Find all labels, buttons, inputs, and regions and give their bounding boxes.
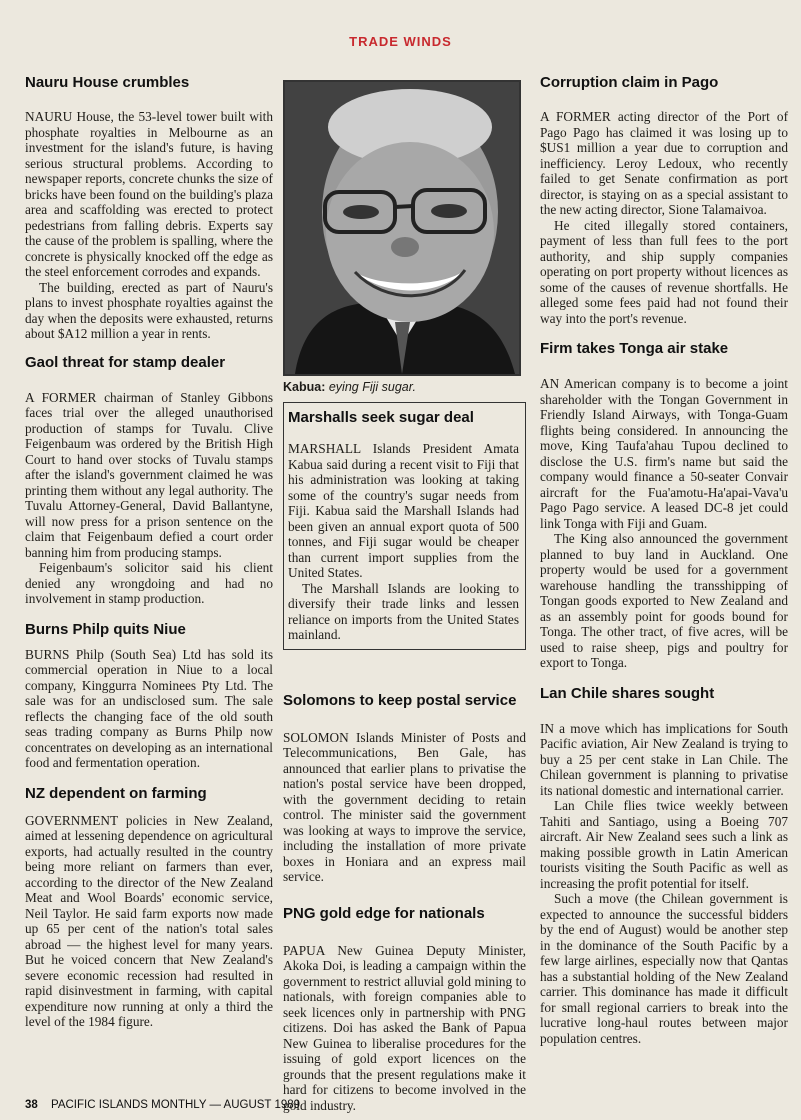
article-nauru [25, 74, 273, 342]
headline-solomons: Solomons to keep postal service [283, 691, 517, 709]
headline-pago: Corruption claim in Pago [540, 74, 719, 91]
article-paragraph: NAURU House, the 53-level tower built with phosphate royalties in Melbourne as an investment for the island's future, is having serious structural problems. According to newspaper reports, concrete chunks the size of bricks have been found on the building's plaza area and scaffolding was erected to protect pedestrians from falling debris. Experts say the cause of the problem is spalling, where the concrete is physically knocked off the edge as the steel enforcement corrodes and expands. [25, 109, 273, 279]
article-paragraph: The Marshall Islands are looking to diversify their trade links and lessen reliance on imports from the United States mainland. [288, 580, 519, 642]
article-marshalls [283, 402, 526, 650]
article-png [283, 905, 526, 1114]
article-nz [25, 785, 273, 1030]
article-paragraph: He cited illegally stored containers, payment of less than full fees to the port authority, and ship supply companies operating on port property without licences as some of the causes of revenue shortfalls. He alleged some fees paid had not found their way into the port's revenue. [540, 217, 788, 326]
page-number: 38 [25, 1099, 38, 1111]
article-burns [25, 621, 273, 771]
article-paragraph: The building, erected as part of Nauru's plans to invest phosphate royalties against the day when the deposits were exhausted, returns about $A12 million a year in rents. [25, 279, 273, 341]
headline-png: PNG gold edge for nationals [283, 904, 485, 922]
article-paragraph: BURNS Philp (South Sea) Ltd has sold its commercial operation in Niue to a local company, Kinggurra Nominees Pty Ltd. The sale was for an undisclosed sum. The sale reflects the changing face of the old south seas trading company as Burns Philp now concentrates on developing as an international food and fermentation operation. [25, 646, 273, 770]
headline-nauru: Nauru House crumbles [25, 74, 190, 91]
caption-name: Kabua: [283, 380, 326, 394]
column-right [540, 66, 788, 1046]
page-footer [25, 1099, 300, 1111]
column-middle [283, 80, 526, 1113]
article-paragraph: PAPUA New Guinea Deputy Minister, Akoka Doi, is leading a campaign within the government to restrict alluvial gold mining to nationals, with foreign companies able to seek licences only in partnership with PNG citizens. Doi has asked the Bank of Papua New Guinea to liberalise procedures for the issuing of gold export licences on the grounds that the present regulations make it hard for citizens to become involved in the gold industry. [283, 942, 526, 1113]
headline-burns: Burns Philp quits Niue [25, 620, 186, 638]
article-paragraph: A FORMER chairman of Stanley Gibbons faces trial over the alleged unauthorised production of stamps for Tuvalu. Clive Feigenbaum was ordered by the British High Court to hand over stocks of Tuvalu stamps after the island's government claimed he was printing them without any legal authority. The Tuvalu Attorney-General, David Ballantyne, will now press for a prison sentence on the claim that Feigenbaum defied a court order banning him from producing stamps. [25, 389, 273, 560]
article-paragraph: SOLOMON Islands Minister of Posts and Telecommunications, Ben Gale, has announced that earlier plans to privatise the nation's postal service have been dropped, with the government deciding to retain control. The minister said the government was looking at ways to improve the service, including the installation of more private boxes in Honiara and an express mail service. [283, 729, 526, 884]
article-tonga [540, 340, 788, 671]
section-title: TRADE WINDS [349, 34, 452, 49]
article-paragraph: A FORMER acting director of the Port of Pago Pago has claimed it was losing up to $US1 million a year due to corruption and inefficiency. Leroy Ledoux, who recently failed to get Senate confirmation as port director, is staying on as a special assistant to the new acting director, Sione Talamaivoa. [540, 109, 788, 217]
headline-lanchile: Lan Chile shares sought [540, 684, 715, 702]
article-paragraph: Lan Chile flies twice weekly between Tahiti and Santiago, using a Boeing 707 aircraft. Air New Zealand sees such a link as making possible growth in Latin American tourists visiting the South Pacific as well as increasing the profit potential for itself. [540, 798, 788, 891]
portrait-image [285, 82, 519, 374]
publication-name: PACIFIC ISLANDS MONTHLY — AUGUST 1989 [51, 1099, 301, 1111]
article-paragraph: IN a move which has implications for South Pacific aviation, Air New Zealand is trying to buy a 25 per cent stake in Lan Chile. The Chilean government is planning to privatise its national domestic and international carrier. [540, 720, 788, 798]
article-paragraph: MARSHALL Islands President Amata Kabua said during a recent visit to Fiji that his administration was looking at taking some of the country's sugar needs from Fiji. Kabua said the Marshall Islands had been given an annual export quota of 500 tonnes, and Fiji sugar would be cheaper than current import supplies from the United States. [288, 441, 519, 580]
article-gaol [25, 354, 273, 607]
headline-nz: NZ dependent on farming [25, 784, 207, 802]
article-pago [540, 74, 788, 326]
article-paragraph: The King also announced the government planned to buy land in Auckland. One property would be used for a government warehouse handling the transshipping of Tongan goods exported to New Zealand and as an assembly point for goods bound for Tonga. The other tract, of five acres, will be used to raise sheep, pigs and poultry for export to Tonga. [540, 531, 788, 670]
caption-text: eying Fiji sugar. [328, 380, 416, 394]
headline-marshalls: Marshalls seek sugar deal [288, 409, 474, 426]
headline-gaol: Gaol threat for stamp dealer [25, 353, 226, 371]
article-paragraph: Feigenbaum's solicitor said his client denied any wrongdoing and had no involvement in stamp production. [25, 560, 273, 606]
article-solomons [283, 692, 526, 885]
photo-caption [283, 380, 526, 394]
article-paragraph: Such a move (the Chilean government is expected to announce the successful bidders by the end of August) would be another step in the dominance of the South Pacific by a few large airlines, especially now that Qantas has a substantial holding of the New Zealand carrier. This dominance has made it difficult for small regional carriers to break into the lucrative long-haul routes between major population centres. [540, 891, 788, 1046]
headline-tonga: Firm takes Tonga air stake [540, 340, 729, 357]
article-paragraph: AN American company is to become a joint shareholder with the Tongan Government in Friendly Island Airways, with Tonga-Guam flights being considered. In announcing the move, King Taufa'ahau Tupou declined to disclose the U.S. firm's name but said the company would finance a 50-seater Convair aircraft for the Fua'amotu-Ha'apai-Vava'u Pago Pago service. A leased DC-8 jet could link Tonga with Fiji and Guam. [540, 376, 788, 531]
article-paragraph: GOVERNMENT policies in New Zealand, aimed at lessening dependence on agricultural exports, had actually resulted in the country being more reliant on farmers than ever, according to the director of the New Zealand Meat and Wool Boards' economic service, Neil Taylor. He said farm exports now made up 65 per cent of the nation's total sales abroad — the highest level for many years. But he voiced concern that New Zealand's severe economic recession had resulted in rapid disinvestment in farming, with capital expenditure now running at only a third the level of the 1984 figure. [25, 812, 273, 1029]
article-lanchile [540, 685, 788, 1047]
kabua-photo [283, 80, 521, 376]
column-left [25, 66, 273, 1030]
